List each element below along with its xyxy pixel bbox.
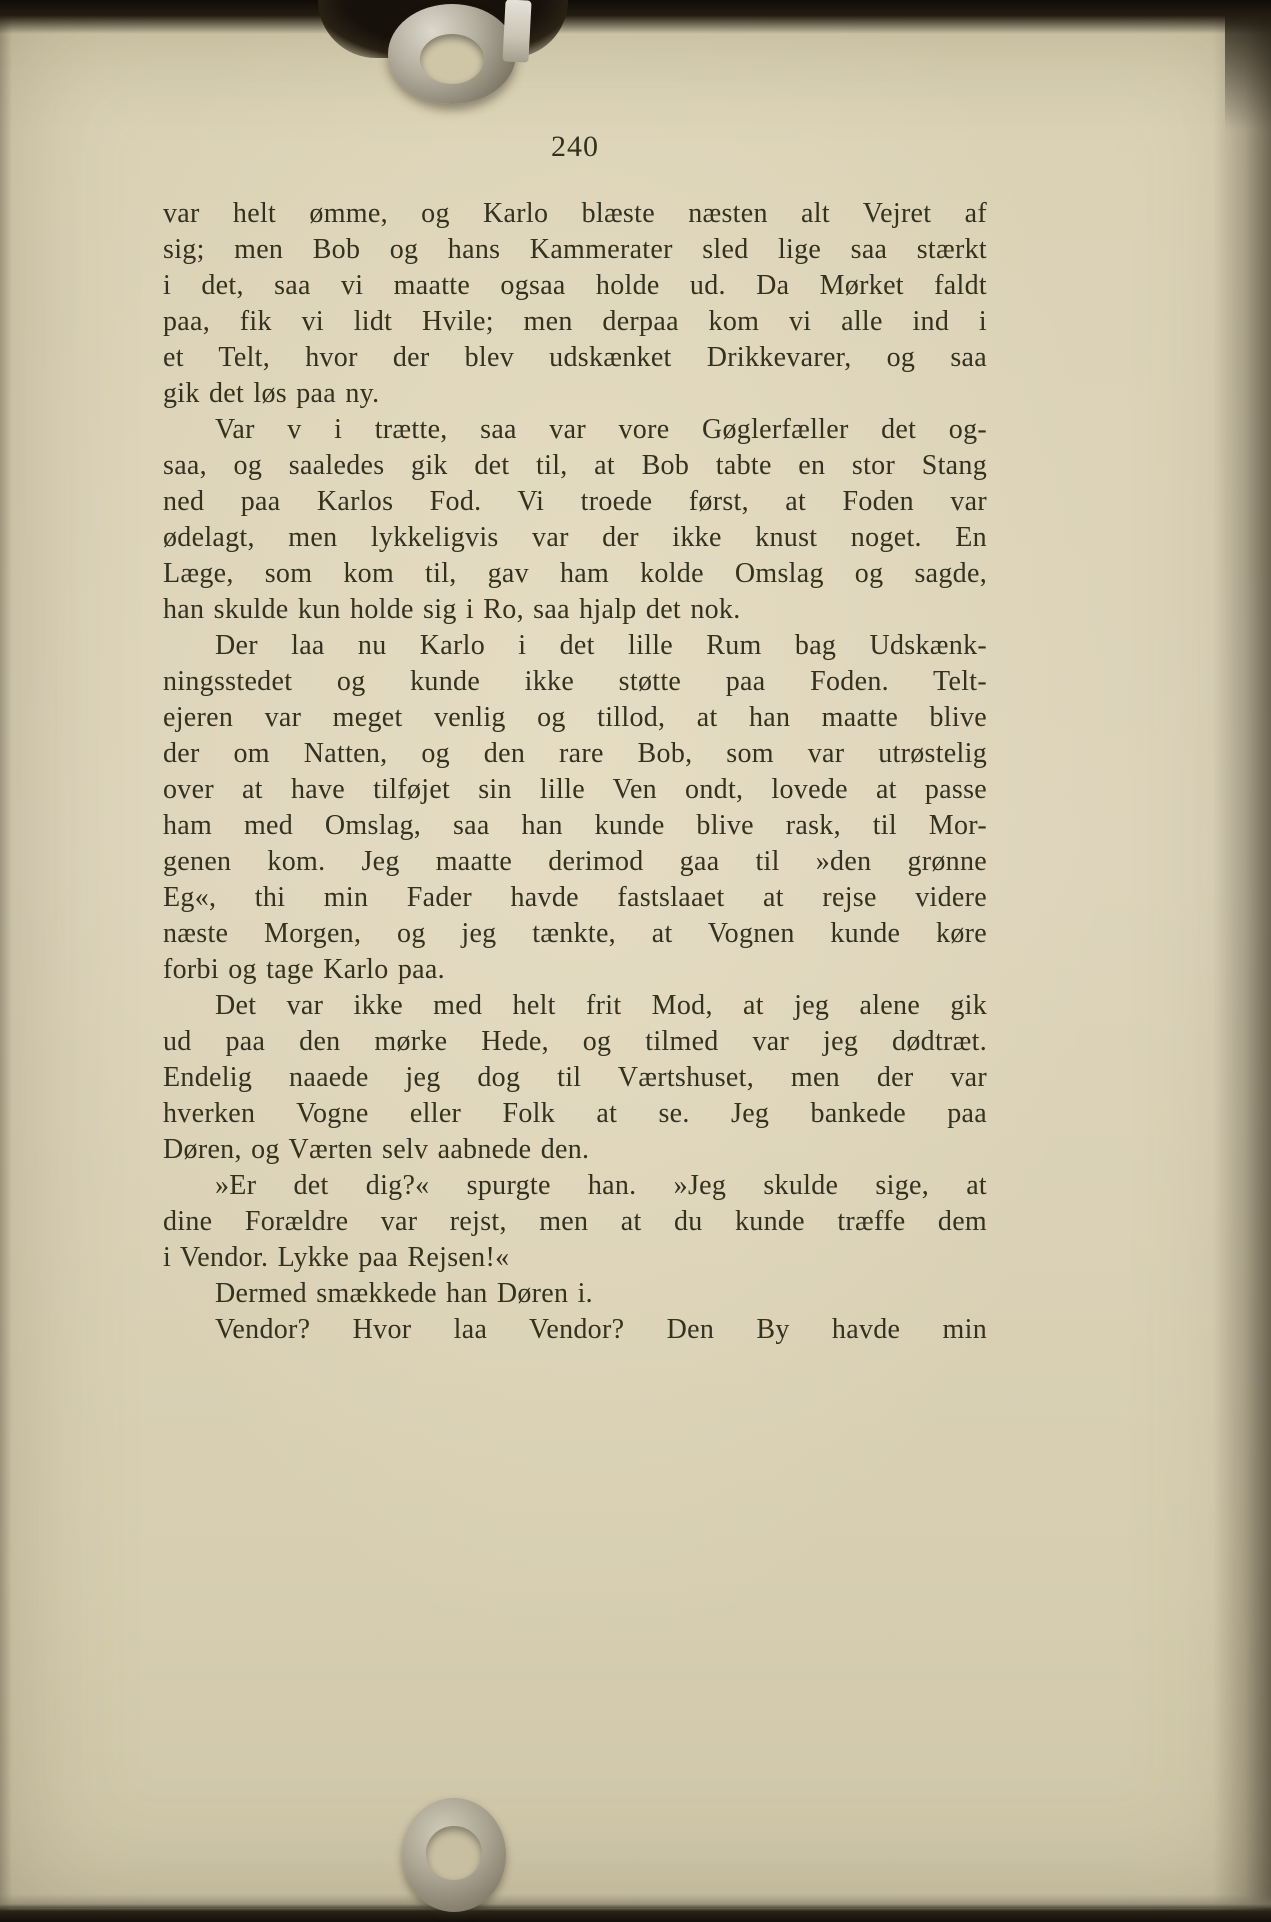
text-line: genen kom. Jeg maatte derimod gaa til »den grønne [163,846,987,877]
page-shadow-left [0,0,12,1922]
page-curve-shadow-right [1213,0,1271,1922]
text-line: i Vendor. Lykke paa Rejsen!« [163,1242,510,1273]
text-line: et Telt, hvor der blev udskænket Drikkevarer, og saa [163,342,987,373]
text-line: der om Natten, og den rare Bob, som var utrøstelig [163,738,987,769]
text-line: Eg«, thi min Fader havde fastslaaet at rejse videre [163,882,987,913]
text-line: Endelig naaede jeg dog til Værtshuset, men der var [163,1062,987,1093]
text-line: ud paa den mørke Hede, og tilmed var jeg dødtræt. [163,1026,987,1057]
text-line: Vendor? Hvor laa Vendor? Den By havde min [215,1314,987,1345]
paragraph [163,412,987,628]
book-edge-bottom [0,1904,1271,1922]
text-line: Det var ikke med helt frit Mod, at jeg alene gik [215,990,987,1021]
text-line: ned paa Karlos Fod. Vi troede først, at Foden var [163,486,987,517]
text-line: ham med Omslag, saa han kunde blive rask, til Mor- [163,810,987,841]
paragraph [163,196,987,412]
text-line: gik det løs paa ny. [163,378,380,409]
text-line: i det, saa vi maatte ogsaa holde ud. Da Mørket faldt [163,270,987,301]
page-text [163,130,987,1348]
binding-clasp-bottom-hole [426,1826,482,1880]
text-line: Døren, og Værten selv aabnede den. [163,1134,590,1165]
page-number: 240 [551,130,599,163]
paragraph [163,988,987,1168]
text-line: han skulde kun holde sig i Ro, saa hjalp det nok. [163,594,741,625]
text-line: Læge, som kom til, gav ham kolde Omslag og sagde, [163,558,987,589]
text-line: ødelagt, men lykkeligvis var der ikke knust noget. En [163,522,987,553]
text-line: Dermed smækkede han Døren i. [215,1278,593,1309]
text-line: forbi og tage Karlo paa. [163,954,445,985]
text-line: saa, og saaledes gik det til, at Bob tabte en stor Stang [163,450,987,481]
book-edge-top [0,0,1271,34]
text-line: »Er det dig?« spurgte han. »Jeg skulde sige, at [215,1170,987,1201]
paragraph [163,1168,987,1276]
text-line: Var v i trætte, saa var vore Gøglerfæller det og- [215,414,987,445]
binding-clasp-top-hole [420,34,484,84]
paragraph [163,1312,987,1348]
text-line: ejeren var meget venlig og tillod, at han maatte blive [163,702,987,733]
text-line: hverken Vogne eller Folk at se. Jeg bankede paa [163,1098,987,1129]
text-line: dine Forældre var rejst, men at du kunde træffe dem [163,1206,987,1237]
text-line: paa, fik vi lidt Hvile; men derpaa kom vi alle ind i [163,306,987,337]
text-line: var helt ømme, og Karlo blæste næsten alt Vejret af [163,198,987,229]
text-line: over at have tilføjet sin lille Ven ondt, lovede at passe [163,774,987,805]
text-line: ningsstedet og kunde ikke støtte paa Foden. Telt- [163,666,987,697]
text-line: sig; men Bob og hans Kammerater sled lige saa stærkt [163,234,987,265]
paragraph [163,1276,987,1312]
text-line: næste Morgen, og jeg tænkte, at Vognen kunde køre [163,918,987,949]
paragraph [163,628,987,988]
binding-clip-highlight [502,0,531,63]
text-line: Der laa nu Karlo i det lille Rum bag Udskænk- [215,630,987,661]
